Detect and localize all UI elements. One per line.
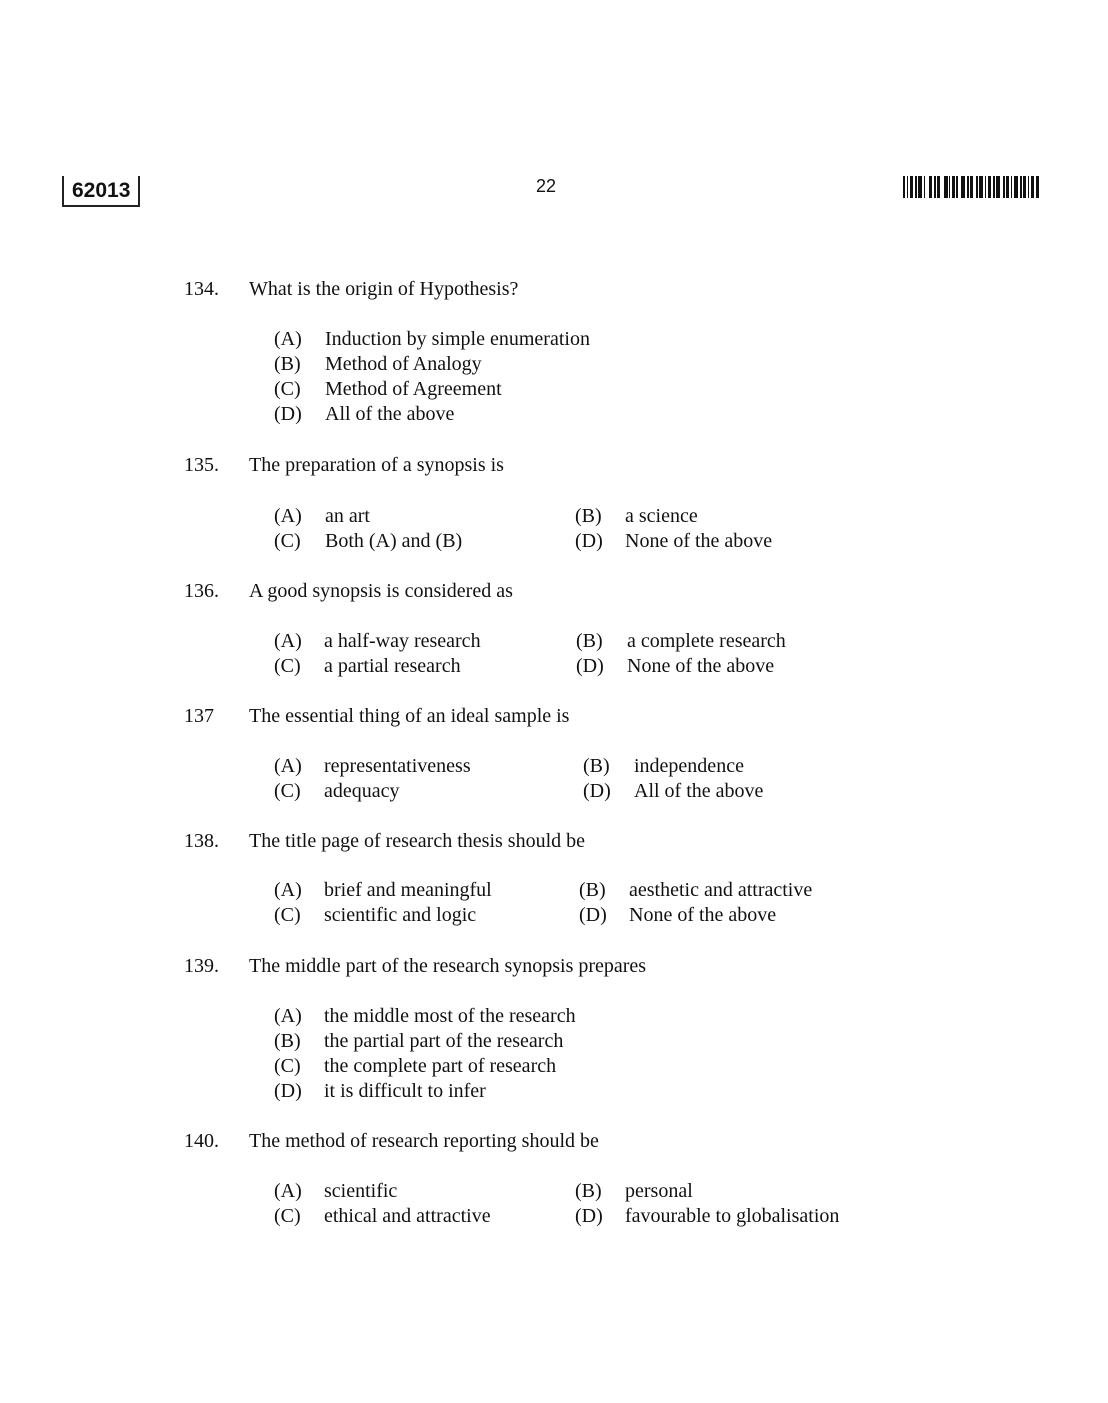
page-number: 22 — [536, 176, 557, 196]
option-text: the middle most of the research — [324, 1005, 576, 1027]
option-text: None of the above — [625, 530, 773, 552]
question-text: The preparation of a synopsis is — [249, 454, 504, 476]
option-text: personal — [625, 1180, 693, 1202]
question-number: 138. — [184, 830, 219, 852]
question-text: The middle part of the research synopsis prepares — [249, 955, 647, 977]
question-number: 135. — [184, 454, 219, 476]
question-text: The title page of research thesis should be — [249, 830, 585, 852]
question-number: 134. — [184, 278, 219, 300]
option-letter: (D) — [274, 1080, 302, 1102]
option-text: Both (A) and (B) — [325, 530, 463, 552]
option-text: representativeness — [324, 755, 471, 777]
barcode-icon — [903, 176, 1039, 198]
option-letter: (D) — [274, 403, 302, 425]
option-letter: (C) — [274, 530, 301, 552]
option-text: Method of Agreement — [325, 378, 502, 400]
option-text: the complete part of research — [324, 1055, 557, 1077]
option-letter: (A) — [274, 879, 302, 901]
question-text: The method of research reporting should be — [249, 1130, 599, 1152]
option-letter: (C) — [274, 655, 301, 677]
option-text: a partial research — [324, 655, 461, 677]
option-letter: (B) — [583, 755, 610, 777]
option-text: a science — [625, 505, 698, 527]
option-text: scientific and logic — [324, 904, 477, 926]
option-text: adequacy — [324, 780, 400, 802]
option-letter: (B) — [575, 1180, 602, 1202]
question-number: 139. — [184, 955, 219, 977]
option-letter: (B) — [579, 879, 606, 901]
option-letter: (C) — [274, 904, 301, 926]
option-letter: (A) — [274, 328, 302, 350]
option-letter: (A) — [274, 1180, 302, 1202]
question-number: 140. — [184, 1130, 219, 1152]
option-letter: (A) — [274, 505, 302, 527]
option-text: Method of Analogy — [325, 353, 482, 375]
option-text: a complete research — [627, 630, 786, 652]
option-letter: (B) — [274, 1030, 301, 1052]
option-text: ethical and attractive — [324, 1205, 491, 1227]
option-letter: (B) — [575, 505, 602, 527]
option-text: brief and meaningful — [324, 879, 492, 901]
option-letter: (B) — [576, 630, 603, 652]
option-letter: (C) — [274, 780, 301, 802]
option-letter: (C) — [274, 1055, 301, 1077]
option-text: a half-way research — [324, 630, 481, 652]
option-text: scientific — [324, 1180, 398, 1202]
option-letter: (D) — [583, 780, 611, 802]
option-text: None of the above — [627, 655, 775, 677]
question-text: What is the origin of Hypothesis? — [249, 278, 519, 300]
option-letter: (D) — [579, 904, 607, 926]
option-text: favourable to globalisation — [625, 1205, 840, 1227]
option-letter: (B) — [274, 353, 301, 375]
question-number: 137 — [184, 705, 214, 727]
question-number: 136. — [184, 580, 219, 602]
question-text: The essential thing of an ideal sample is — [249, 705, 570, 727]
option-text: independence — [634, 755, 744, 777]
paper-code-box: 62013 — [62, 176, 140, 207]
option-letter: (D) — [575, 1205, 603, 1227]
option-letter: (A) — [274, 755, 302, 777]
option-text: All of the above — [634, 780, 764, 802]
option-text: Induction by simple enumeration — [325, 328, 590, 350]
option-text: None of the above — [629, 904, 777, 926]
option-text: aesthetic and attractive — [629, 879, 813, 901]
option-text: it is difficult to infer — [324, 1080, 486, 1102]
option-text: an art — [325, 505, 370, 527]
option-letter: (D) — [576, 655, 604, 677]
option-text: All of the above — [325, 403, 455, 425]
option-text: the partial part of the research — [324, 1030, 564, 1052]
option-letter: (C) — [274, 1205, 301, 1227]
option-letter: (A) — [274, 1005, 302, 1027]
question-text: A good synopsis is considered as — [249, 580, 513, 602]
option-letter: (D) — [575, 530, 603, 552]
option-letter: (C) — [274, 378, 301, 400]
option-letter: (A) — [274, 630, 302, 652]
